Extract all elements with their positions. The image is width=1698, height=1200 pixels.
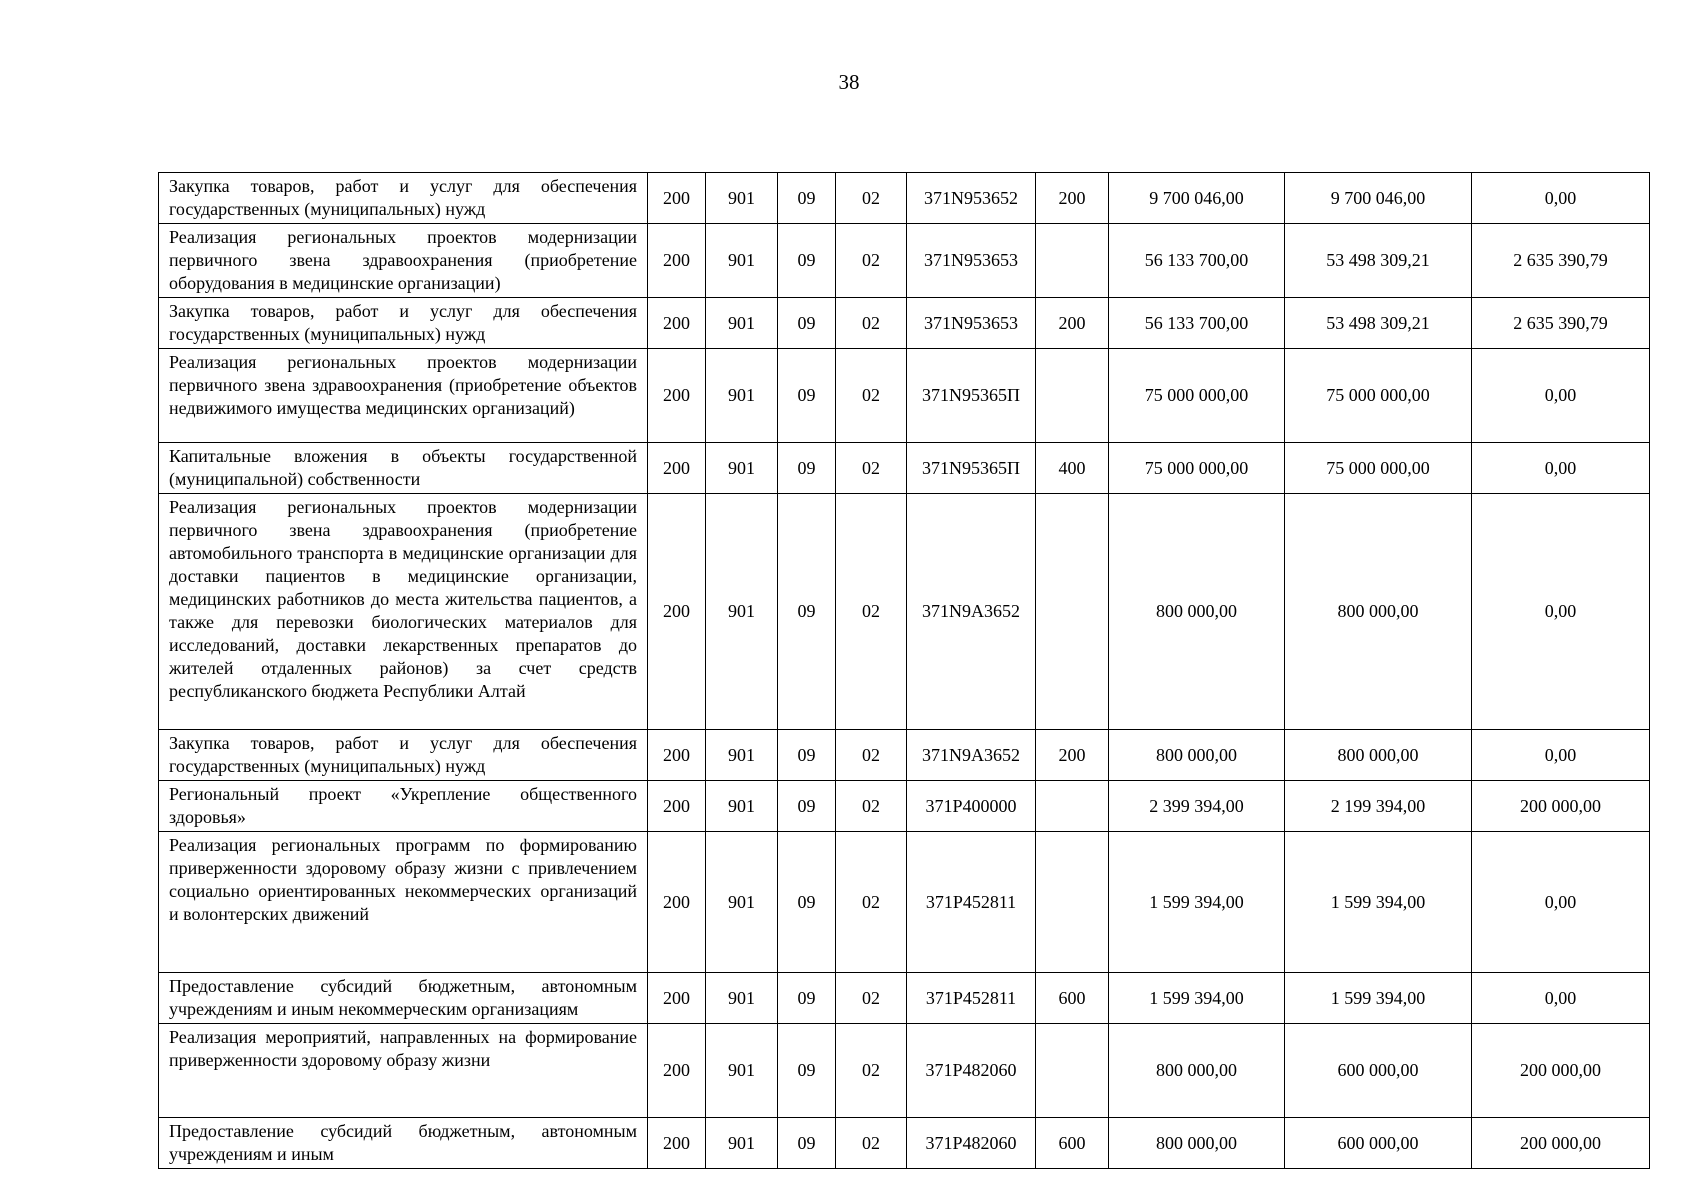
code-cell [907, 781, 1036, 832]
col3-cell [778, 298, 836, 349]
table-row [159, 832, 1650, 973]
table-row [159, 730, 1650, 781]
col1-cell [648, 1024, 706, 1118]
col4-value: 02 [862, 744, 880, 765]
col1-value: 200 [663, 601, 690, 621]
col4-value: 02 [862, 795, 880, 816]
col1-value: 200 [663, 457, 690, 478]
col2-cell [706, 298, 778, 349]
sum1-cell [1109, 781, 1285, 832]
code-value: 371P452811 [925, 987, 1017, 1008]
code-value: 371P482060 [925, 1132, 1017, 1153]
sum3-cell [1472, 1118, 1650, 1169]
col2-cell [706, 494, 778, 730]
table-row [159, 298, 1650, 349]
col3-cell [778, 781, 836, 832]
sum3-cell [1472, 781, 1650, 832]
col2-value: 901 [728, 795, 755, 816]
table-row [159, 494, 1650, 730]
sum3-cell [1472, 730, 1650, 781]
col4-cell [836, 730, 907, 781]
col4-cell [836, 298, 907, 349]
col3-cell [778, 443, 836, 494]
col1-cell [648, 443, 706, 494]
col1-cell [648, 730, 706, 781]
col2-cell [706, 1118, 778, 1169]
table-row [159, 224, 1650, 298]
sum3-value: 0,00 [1544, 601, 1577, 621]
code-cell [907, 349, 1036, 443]
col3-value: 09 [797, 744, 816, 765]
sum3-cell [1472, 298, 1650, 349]
sum3-value: 2 635 390,79 [1513, 312, 1608, 333]
code-cell [907, 832, 1036, 973]
col4-cell [836, 1118, 907, 1169]
table-row [159, 1118, 1650, 1169]
col2-value: 901 [728, 744, 755, 765]
sum2-value: 2 199 394,00 [1330, 795, 1426, 816]
col3-cell [778, 349, 836, 443]
sum3-value: 200 000,00 [1520, 1060, 1601, 1080]
sum2-value: 800 000,00 [1337, 601, 1419, 621]
sum1-cell [1109, 443, 1285, 494]
table-row [159, 443, 1650, 494]
row-name-cell [159, 781, 648, 832]
code-cell [907, 224, 1036, 298]
table-row [159, 973, 1650, 1024]
vr-cell [1036, 443, 1109, 494]
col2-value: 901 [728, 601, 755, 621]
vr-cell [1036, 349, 1109, 443]
sum1-value: 75 000 000,00 [1144, 457, 1249, 478]
sum1-value: 75 000 000,00 [1144, 385, 1249, 405]
vr-cell [1036, 973, 1109, 1024]
col1-cell [648, 832, 706, 973]
col3-value: 09 [797, 385, 816, 405]
col2-cell [706, 832, 778, 973]
sum1-cell [1109, 832, 1285, 973]
sum3-cell [1472, 349, 1650, 443]
sum1-cell [1109, 224, 1285, 298]
row-name: Реализация региональных проектов модернизации первичного звена здравоохранения (приобретение автомобильного транспорта в медицинские организации для доставки пациентов в медицинские организации, медицинских работников до места жительства пациентов, а также для перевозки биологических материалов для исследований, доставки лекарственных препаратов до жителей отдаленных районов) за счет средств республиканского бюджета Республики Алтай [169, 497, 637, 701]
sum2-value: 75 000 000,00 [1326, 385, 1430, 405]
sum1-value: 800 000,00 [1156, 1060, 1237, 1080]
sum2-value: 1 599 394,00 [1330, 891, 1426, 912]
row-name-cell [159, 173, 648, 224]
sum3-value: 200 000,00 [1520, 795, 1601, 816]
sum1-value: 56 133 700,00 [1144, 312, 1249, 333]
col4-value: 02 [862, 1132, 880, 1153]
row-name: Закупка товаров, работ и услуг для обеспечения государственных (муниципальных) нужд [169, 733, 637, 776]
col1-value: 200 [663, 1060, 690, 1080]
col2-value: 901 [728, 1060, 755, 1080]
col1-cell [648, 781, 706, 832]
col4-cell [836, 349, 907, 443]
row-name: Капитальные вложения в объекты государственной (муниципальной) собственности [169, 446, 637, 489]
col4-cell [836, 173, 907, 224]
sum2-value: 9 700 046,00 [1330, 187, 1426, 208]
col1-value: 200 [663, 250, 690, 270]
row-name-cell [159, 349, 648, 443]
code-value: 371N95365П [922, 385, 1020, 405]
col2-value: 901 [728, 385, 755, 405]
col4-cell [836, 832, 907, 973]
vr-cell [1036, 224, 1109, 298]
col3-cell [778, 1024, 836, 1118]
row-name: Реализация региональных проектов модернизации первичного звена здравоохранения (приобретение объектов недвижимого имущества медицинских организаций) [169, 352, 637, 418]
row-name: Реализация региональных программ по формированию приверженности здоровому образу жизни с привлечением социально ориентированных некоммерческих организаций и волонтерских движений [169, 835, 637, 924]
vr-cell [1036, 832, 1109, 973]
page-number: 38 [838, 70, 860, 94]
row-name: Региональный проект «Укрепление общественного здоровья» [169, 784, 637, 827]
col2-value: 901 [728, 891, 755, 912]
code-value: 371P452811 [925, 891, 1017, 912]
col4-cell [836, 781, 907, 832]
sum2-cell [1285, 224, 1472, 298]
sum1-value: 56 133 700,00 [1144, 250, 1249, 270]
row-name-cell [159, 973, 648, 1024]
vr-value: 600 [1058, 987, 1086, 1008]
sum3-cell [1472, 443, 1650, 494]
sum3-value: 0,00 [1544, 744, 1577, 765]
code-cell [907, 973, 1036, 1024]
vr-value: 400 [1058, 457, 1086, 478]
sum3-value: 0,00 [1544, 385, 1577, 405]
table-row [159, 781, 1650, 832]
col2-value: 901 [728, 987, 755, 1008]
sum3-cell [1472, 173, 1650, 224]
sum3-cell [1472, 973, 1650, 1024]
sum3-value: 0,00 [1544, 891, 1577, 912]
row-name-cell [159, 224, 648, 298]
row-name-cell [159, 443, 648, 494]
row-name: Предоставление субсидий бюджетным, автономным учреждениям и иным [169, 1121, 637, 1164]
col1-cell [648, 494, 706, 730]
vr-value: 200 [1058, 312, 1086, 333]
sum2-cell [1285, 494, 1472, 730]
col4-value: 02 [862, 457, 880, 478]
col2-cell [706, 973, 778, 1024]
col3-cell [778, 494, 836, 730]
row-name: Предоставление субсидий бюджетным, автономным учреждениям и иным некоммерческим организациям [169, 976, 637, 1019]
row-name-cell [159, 1024, 648, 1118]
vr-cell [1036, 494, 1109, 730]
vr-value: 200 [1058, 187, 1086, 208]
sum2-value: 53 498 309,21 [1326, 250, 1430, 270]
budget-table-body [159, 173, 1650, 1169]
sum2-cell [1285, 832, 1472, 973]
row-name: Закупка товаров, работ и услуг для обеспечения государственных (муниципальных) нужд [169, 176, 637, 219]
row-name-cell [159, 832, 648, 973]
sum1-value: 800 000,00 [1156, 601, 1237, 621]
code-value: 371N953653 [924, 312, 1018, 333]
sum1-cell [1109, 349, 1285, 443]
sum3-value: 0,00 [1544, 187, 1577, 208]
sum2-cell [1285, 730, 1472, 781]
col2-cell [706, 1024, 778, 1118]
col4-cell [836, 1024, 907, 1118]
code-cell [907, 298, 1036, 349]
table-row [159, 349, 1650, 443]
vr-cell [1036, 298, 1109, 349]
vr-cell [1036, 730, 1109, 781]
col1-cell [648, 298, 706, 349]
col4-value: 02 [862, 312, 880, 333]
col3-value: 09 [797, 457, 816, 478]
row-name: Реализация региональных проектов модернизации первичного звена здравоохранения (приобретение оборудования в медицинские организации) [169, 227, 637, 293]
code-value: 371N9A3652 [922, 744, 1020, 765]
sum1-value: 800 000,00 [1156, 744, 1237, 765]
sum1-value: 800 000,00 [1156, 1132, 1237, 1153]
sum1-cell [1109, 298, 1285, 349]
col3-value: 09 [797, 187, 816, 208]
col1-cell [648, 973, 706, 1024]
sum3-cell [1472, 1024, 1650, 1118]
sum1-value: 2 399 394,00 [1149, 795, 1244, 816]
code-cell [907, 1118, 1036, 1169]
col3-cell [778, 1118, 836, 1169]
col4-cell [836, 224, 907, 298]
col3-value: 09 [797, 987, 816, 1008]
sum2-value: 1 599 394,00 [1330, 987, 1426, 1008]
sum1-cell [1109, 173, 1285, 224]
col2-value: 901 [728, 250, 755, 270]
col1-cell [648, 349, 706, 443]
sum3-cell [1472, 224, 1650, 298]
col1-value: 200 [663, 1132, 690, 1153]
code-cell [907, 443, 1036, 494]
sum2-value: 600 000,00 [1337, 1132, 1419, 1153]
sum2-value: 53 498 309,21 [1326, 312, 1430, 333]
col4-value: 02 [862, 385, 880, 405]
col3-value: 09 [797, 601, 816, 621]
row-name-cell [159, 494, 648, 730]
table-row [159, 173, 1650, 224]
row-name: Реализация мероприятий, направленных на формирование приверженности здоровому образу жизни [169, 1027, 637, 1070]
col2-value: 901 [728, 457, 755, 478]
sum3-value: 0,00 [1544, 987, 1577, 1008]
col4-value: 02 [862, 601, 880, 621]
code-value: 371N953652 [924, 187, 1018, 208]
col1-value: 200 [663, 891, 690, 912]
sum3-value: 2 635 390,79 [1513, 250, 1608, 270]
col4-cell [836, 973, 907, 1024]
col3-cell [778, 973, 836, 1024]
vr-value: 600 [1058, 1132, 1086, 1153]
row-name: Закупка товаров, работ и услуг для обеспечения государственных (муниципальных) нужд [169, 301, 637, 344]
col4-value: 02 [862, 1060, 880, 1080]
vr-cell [1036, 173, 1109, 224]
sum2-cell [1285, 349, 1472, 443]
vr-cell [1036, 1024, 1109, 1118]
sum3-cell [1472, 494, 1650, 730]
sum2-cell [1285, 443, 1472, 494]
sum2-cell [1285, 781, 1472, 832]
col1-value: 200 [663, 987, 690, 1008]
col1-cell [648, 1118, 706, 1169]
col2-value: 901 [728, 187, 755, 208]
col3-value: 09 [797, 1132, 816, 1153]
sum2-value: 600 000,00 [1337, 1060, 1419, 1080]
code-value: 371P482060 [925, 1060, 1017, 1080]
row-name-cell [159, 1118, 648, 1169]
col1-value: 200 [663, 385, 690, 405]
row-name-cell [159, 730, 648, 781]
sum1-cell [1109, 1118, 1285, 1169]
code-cell [907, 730, 1036, 781]
col4-cell [836, 443, 907, 494]
sum2-cell [1285, 1118, 1472, 1169]
col2-cell [706, 781, 778, 832]
vr-cell [1036, 781, 1109, 832]
col3-cell [778, 173, 836, 224]
col2-cell [706, 224, 778, 298]
sum1-cell [1109, 1024, 1285, 1118]
table-row [159, 1024, 1650, 1118]
col3-value: 09 [797, 1060, 816, 1080]
col1-value: 200 [663, 187, 690, 208]
sum2-value: 75 000 000,00 [1326, 457, 1430, 478]
vr-value: 200 [1058, 744, 1086, 765]
sum3-value: 0,00 [1544, 457, 1577, 478]
col4-value: 02 [862, 187, 880, 208]
sum2-cell [1285, 1024, 1472, 1118]
sum1-value: 1 599 394,00 [1149, 891, 1244, 912]
sum1-value: 1 599 394,00 [1149, 987, 1244, 1008]
col4-cell [836, 494, 907, 730]
col2-cell [706, 349, 778, 443]
code-value: 371N953653 [924, 250, 1018, 270]
sum3-cell [1472, 832, 1650, 973]
col3-value: 09 [797, 312, 816, 333]
col2-value: 901 [728, 312, 755, 333]
code-cell [907, 494, 1036, 730]
col4-value: 02 [862, 891, 880, 912]
col1-value: 200 [663, 795, 690, 816]
col3-cell [778, 224, 836, 298]
sum2-cell [1285, 173, 1472, 224]
col3-value: 09 [797, 795, 816, 816]
col1-cell [648, 173, 706, 224]
sum2-cell [1285, 298, 1472, 349]
col4-value: 02 [862, 987, 880, 1008]
col1-value: 200 [663, 312, 690, 333]
code-value: 371N9A3652 [922, 601, 1020, 621]
col3-cell [778, 832, 836, 973]
budget-table [158, 172, 1650, 1169]
code-cell [907, 173, 1036, 224]
sum1-cell [1109, 494, 1285, 730]
sum1-cell [1109, 730, 1285, 781]
vr-cell [1036, 1118, 1109, 1169]
col3-value: 09 [797, 250, 816, 270]
code-value: 371P400000 [925, 795, 1017, 816]
col1-cell [648, 224, 706, 298]
col3-value: 09 [797, 891, 816, 912]
col1-value: 200 [663, 744, 690, 765]
col2-value: 901 [728, 1132, 755, 1153]
col2-cell [706, 173, 778, 224]
sum2-value: 800 000,00 [1337, 744, 1419, 765]
code-value: 371N95365П [922, 457, 1020, 478]
col2-cell [706, 443, 778, 494]
col2-cell [706, 730, 778, 781]
sum3-value: 200 000,00 [1520, 1132, 1601, 1153]
sum2-cell [1285, 973, 1472, 1024]
code-cell [907, 1024, 1036, 1118]
row-name-cell [159, 298, 648, 349]
sum1-cell [1109, 973, 1285, 1024]
col4-value: 02 [862, 250, 880, 270]
sum1-value: 9 700 046,00 [1149, 187, 1244, 208]
col3-cell [778, 730, 836, 781]
